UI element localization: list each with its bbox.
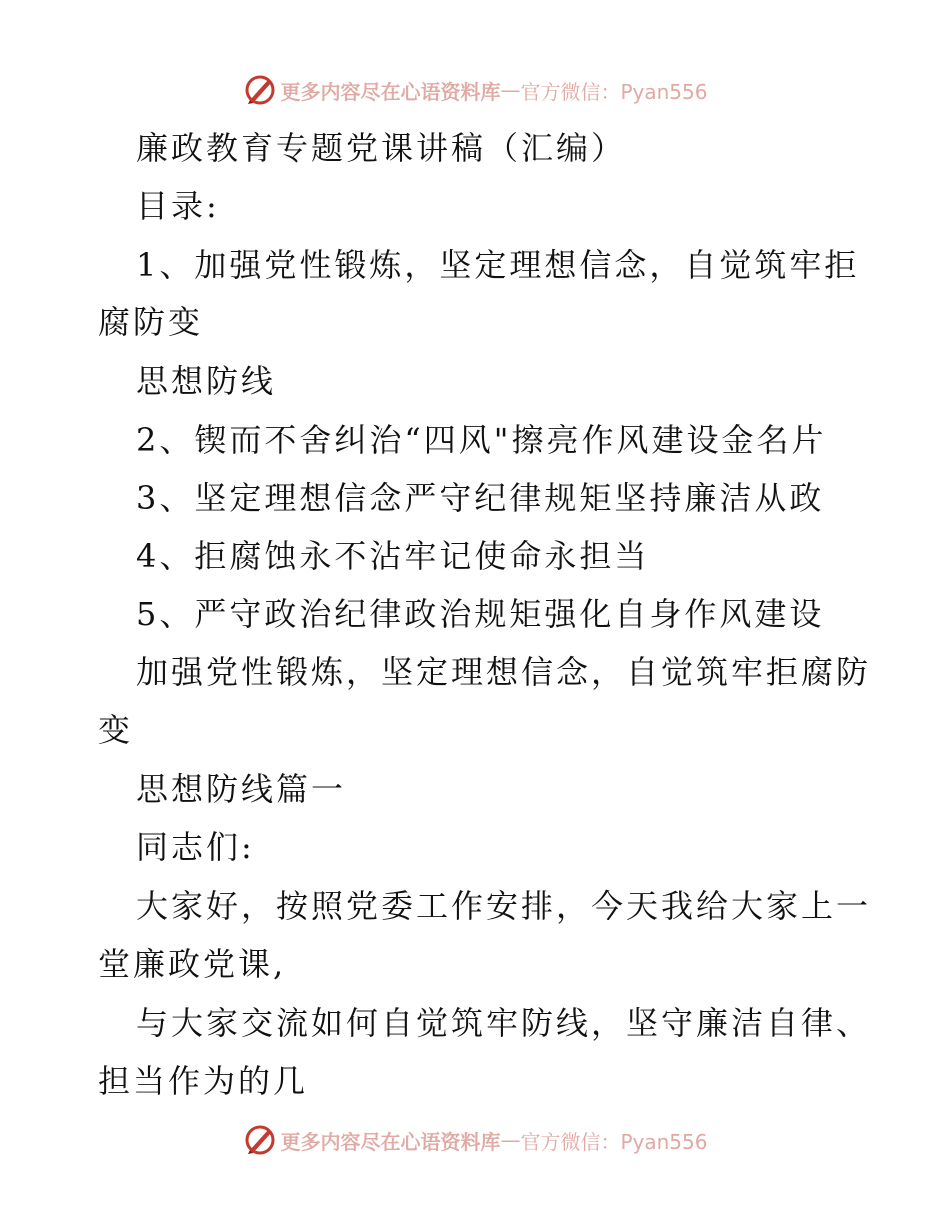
banner-wechat-text: 官方微信：Pyan556	[520, 79, 708, 104]
toc-item-2: 2、锲而不舍纠治“四风"擦亮作风建设金名片	[136, 421, 827, 459]
toc-label: 目录:	[136, 187, 220, 225]
section-title-line-1: 加强党性锻炼，坚定理想信念，自觉筑牢拒腐防	[136, 653, 872, 691]
paragraph-1-line-2: 堂廉政党课,	[98, 945, 287, 983]
banner-site-text: 更多内容尽在心语资料库	[280, 79, 501, 104]
toc-item-5: 5、严守政治纪律政治规矩强化自身作风建设	[136, 595, 825, 633]
paragraph-1-line-1: 大家好，按照党委工作安排，今天我给大家上一	[136, 887, 872, 925]
toc-item-1-line-2: 腐防变	[98, 303, 204, 341]
banner-dash: —	[500, 1128, 521, 1152]
toc-item-1-line-3: 思想防线	[136, 362, 277, 400]
header-banner	[0, 70, 950, 110]
toc-item-1-line-1: 1、加强党性锻炼，坚定理想信念，自觉筑牢拒	[136, 246, 860, 284]
footer-banner	[0, 1120, 950, 1160]
document-title: 廉政教育专题党课讲稿（汇编）	[136, 129, 627, 167]
pen-logo-icon	[242, 1122, 278, 1158]
section-subtitle: 思想防线篇一	[136, 770, 347, 808]
toc-item-4: 4、拒腐蚀永不沾牢记使命永担当	[136, 537, 650, 575]
salutation: 同志们:	[136, 828, 255, 866]
banner-wechat-text: 官方微信：Pyan556	[520, 1129, 708, 1154]
paragraph-2-line-1: 与大家交流如何自觉筑牢防线，坚守廉洁自律、	[136, 1004, 872, 1042]
pen-logo-icon	[242, 72, 278, 108]
banner-site-text: 更多内容尽在心语资料库	[280, 1129, 501, 1154]
toc-item-3: 3、坚定理想信念严守纪律规矩坚持廉洁从政	[136, 479, 825, 517]
paragraph-2-line-2: 担当作为的几	[98, 1062, 309, 1100]
banner-dash: —	[500, 78, 521, 102]
section-title-line-2: 变	[98, 711, 134, 749]
